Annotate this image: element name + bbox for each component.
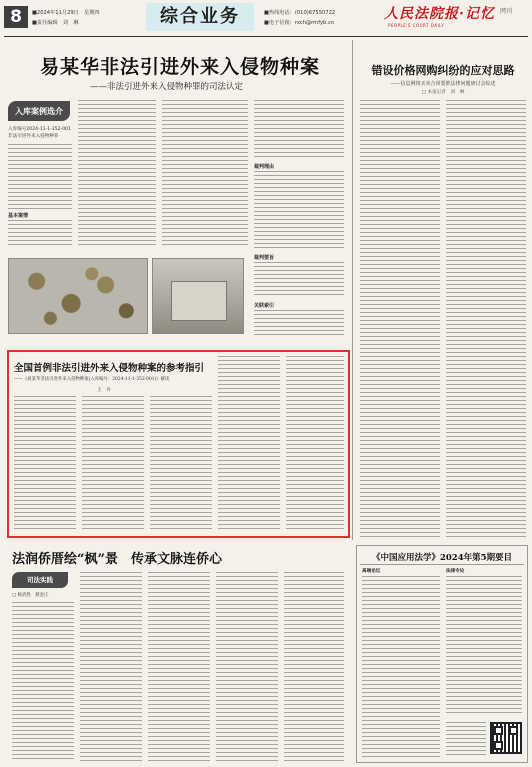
page-editors: ■责任编辑 刘 琳 xyxy=(32,20,79,26)
section-title: 综合业务 xyxy=(146,3,254,31)
entry-number: 入库编号2024-11-1-352-001 xyxy=(8,127,72,132)
feature-subtitle: ——《易某华非法引进外来入侵物种案(入库编号：2024-11-1-352-001)》解读 xyxy=(14,377,170,382)
journal-title: 《中国应用法学》2024年第5期要目 xyxy=(371,553,513,563)
journal-col2-heading: 法律专论 xyxy=(446,569,465,574)
right-body-col-1 xyxy=(360,100,440,540)
seized-specimens-photo xyxy=(8,258,148,334)
journal-title-rule xyxy=(360,564,524,565)
lower-headline: 法润侨厝绘“枫”景 传承文脉连侨心 xyxy=(12,552,222,567)
right-byline: □ 本报记者 刘 琳 xyxy=(421,90,465,95)
right-subtitle: ——信息网络买卖合同要推法律问题研讨会综述 xyxy=(390,81,496,87)
right-headline: 错设价格网购纠纷的应对思路 xyxy=(371,64,515,77)
lower-byline: □ 杨武胜 蔡金庄 xyxy=(12,593,49,598)
entry-note: 非法引进外来入侵物种罪 xyxy=(8,134,59,139)
feature-body-col-3 xyxy=(150,396,212,532)
hotline: ■热线电话：(010)67550722 xyxy=(264,10,336,16)
feature-headline: 全国首例非法引进外来入侵物种案的参考指引 xyxy=(14,363,205,374)
lead-body-col-1b xyxy=(8,220,72,248)
lower-body-col-4 xyxy=(216,572,278,762)
basic-facts-heading: 基本案情 xyxy=(8,213,29,219)
journal-contents-col-1 xyxy=(362,576,440,758)
masthead-logo-sub: PEOPLE'S COURT DAILY xyxy=(388,23,445,28)
lower-body-col-5 xyxy=(284,572,344,762)
masthead-logo: 人民法院报·记忆 xyxy=(384,6,495,22)
lower-column-tag xyxy=(12,572,68,588)
lead-subtitle: ——非法引进外来入侵物种罪的司法认定 xyxy=(90,82,244,92)
journal-contents-col-2 xyxy=(446,576,522,716)
lower-body-col-1 xyxy=(12,602,74,762)
right-body-col-2 xyxy=(446,100,526,540)
feature-body-col-5 xyxy=(286,356,344,532)
lead-body-col-4d xyxy=(254,310,344,338)
journal-col1-heading: 高端论坛 xyxy=(362,569,381,574)
masthead-logo-tail: 网刊 xyxy=(500,8,513,15)
highlights-heading: 裁判要旨 xyxy=(254,255,275,261)
feature-author: 王 丹 xyxy=(97,388,111,393)
lead-headline: 易某华非法引进外来入侵物种案 xyxy=(39,56,320,78)
lead-body-col-4 xyxy=(254,100,344,160)
page-number: 8 xyxy=(4,6,28,28)
masthead-rule xyxy=(4,36,528,37)
column-tag-label: 入库案例选介 xyxy=(15,106,63,116)
lead-body-col-2 xyxy=(78,100,156,248)
lower-body-col-2 xyxy=(80,572,142,762)
lead-body-col-3 xyxy=(162,100,248,248)
lead-photo-2 xyxy=(152,258,244,334)
column-tag-badge xyxy=(8,101,70,121)
qr-code-image xyxy=(490,722,522,754)
lead-body-col-4b xyxy=(254,171,344,248)
lower-column-tag-label: 司法实践 xyxy=(27,576,53,584)
masthead xyxy=(0,0,532,36)
feature-body-col-4 xyxy=(218,356,280,532)
issue-date: ■2024年11月29日 星期四 xyxy=(32,10,100,16)
related-heading: 关联索引 xyxy=(254,303,275,309)
feature-body-col-2 xyxy=(82,396,144,532)
judgment-heading: 裁判理由 xyxy=(254,164,275,170)
feature-body-col-1 xyxy=(14,396,76,532)
column-divider-right xyxy=(352,40,353,540)
email: ■电子信箱：rxch@rmfyb.cn xyxy=(264,20,335,26)
lead-body-col-1 xyxy=(8,144,72,210)
lead-body-col-4c xyxy=(254,262,344,298)
lower-body-col-3 xyxy=(148,572,210,762)
journal-contents-col-2b xyxy=(446,722,486,756)
